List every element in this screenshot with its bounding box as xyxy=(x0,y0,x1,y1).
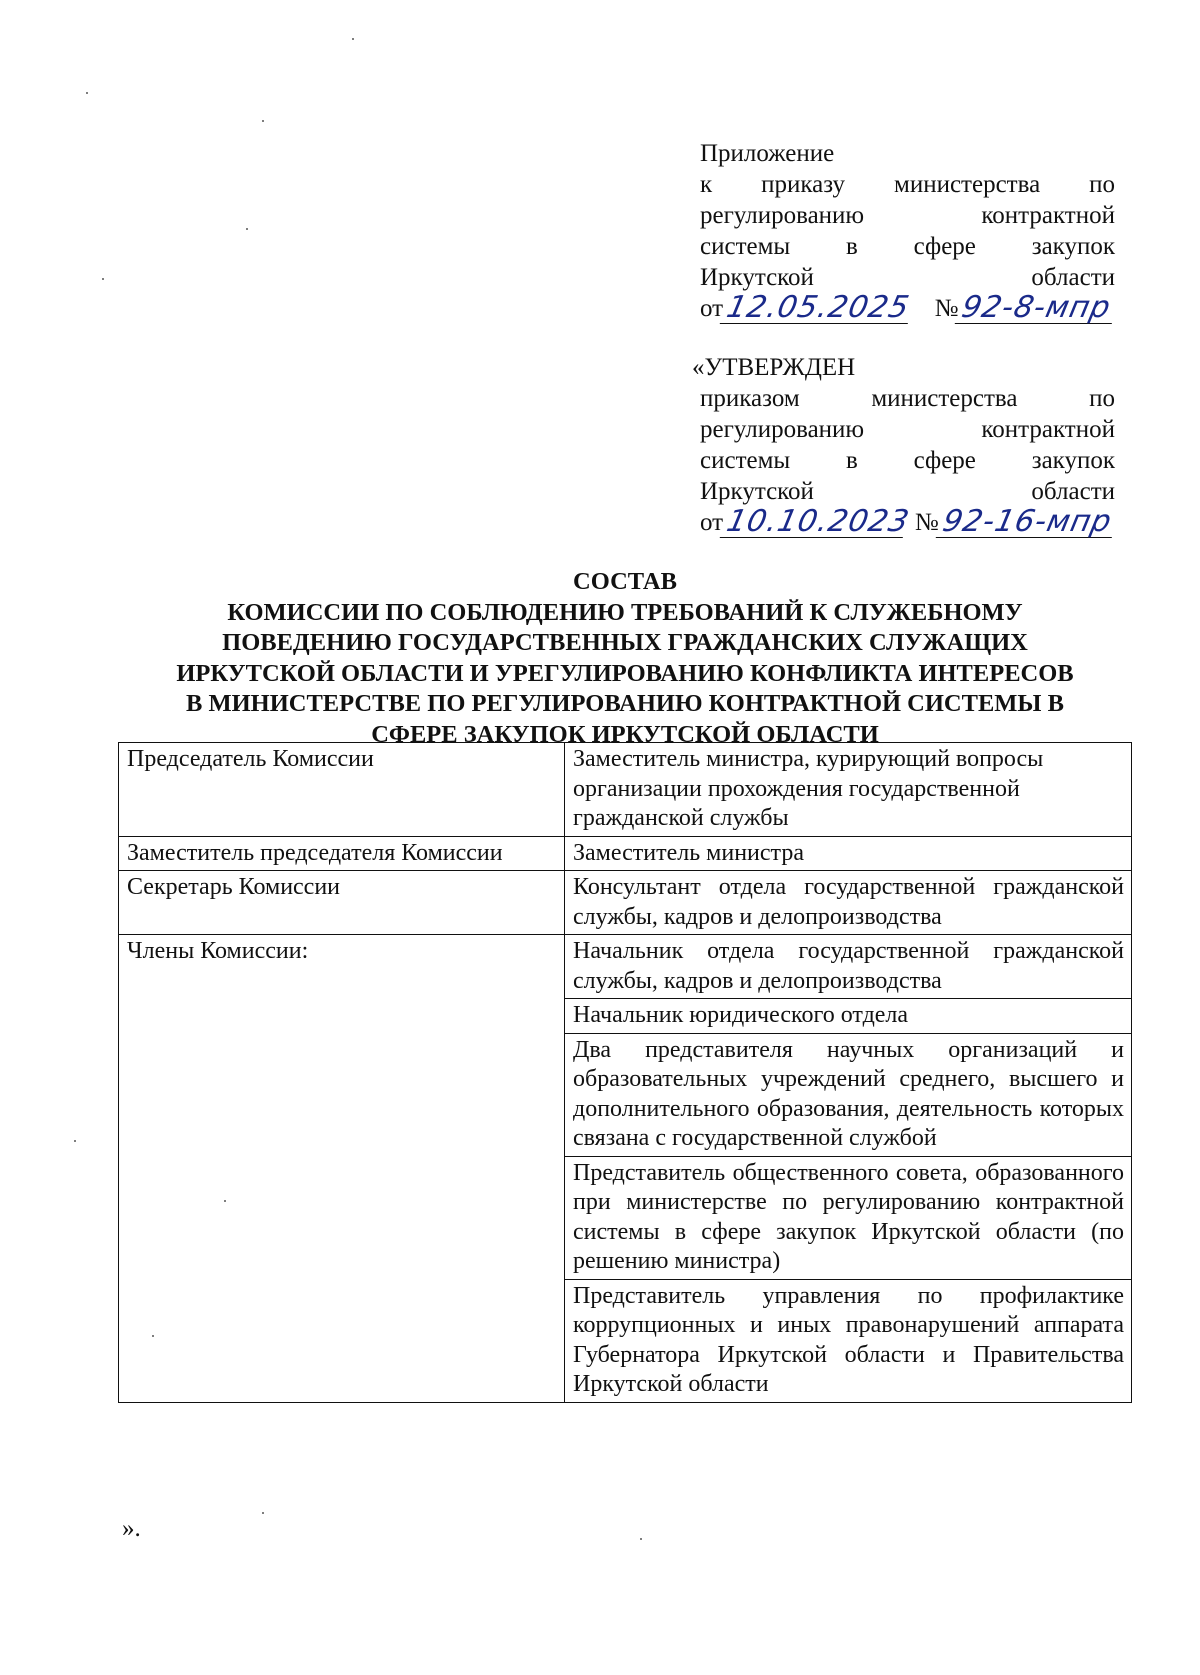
appendix-reference xyxy=(700,290,1115,325)
title-line: ИРКУТСКОЙ ОБЛАСТИ И УРЕГУЛИРОВАНИЮ КОНФЛИКТА ИНТЕРЕСОВ xyxy=(176,659,1074,687)
role-cell: Члены Комиссии: xyxy=(119,935,565,1403)
ref-number-label: № xyxy=(914,509,939,536)
approved-block xyxy=(692,352,1115,539)
member-item: Начальник юридического отдела xyxy=(565,998,1131,1033)
appendix-line: регулированию контрактной xyxy=(700,202,1115,229)
role-cell: Заместитель председателя Комиссии xyxy=(119,836,565,871)
table-row xyxy=(119,871,1132,935)
scan-speck xyxy=(246,228,248,230)
title-line: ПОВЕДЕНИЮ ГОСУДАРСТВЕННЫХ ГРАЖДАНСКИХ СЛУЖАЩИХ xyxy=(222,629,1028,656)
ref-prefix: от xyxy=(700,295,724,322)
position-cell: Заместитель министра, курирующий вопросы организации прохождения государственной гражданской службы xyxy=(565,743,1132,837)
position-cell: Консультант отдела государственной гражданской службы, кадров и делопроизводства xyxy=(565,871,1132,935)
table-row xyxy=(119,935,1132,1403)
scan-speck xyxy=(86,92,88,94)
appendix-line: к приказу министерства по xyxy=(700,171,1115,198)
scan-speck xyxy=(262,1512,264,1514)
approved-line: системы в сфере закупок xyxy=(700,447,1115,474)
approved-reference xyxy=(700,504,1115,539)
member-item: Представитель общественного совета, образованного при министерстве по регулированию контрактной системы в сфере закупок Иркутской области (по решению министра) xyxy=(565,1156,1131,1279)
member-item: Два представителя научных организаций и образовательных учреждений среднего, высшего и дополнительного образования, деятельность которых связана с государственной службой xyxy=(565,1033,1131,1156)
document-title xyxy=(110,567,1140,750)
member-item: Представитель управления по профилактике коррупционных и иных правонарушений аппарата Губернатора Иркутской области и Правительства Иркутской области xyxy=(565,1279,1131,1402)
scan-speck xyxy=(74,1140,76,1142)
handwritten-number: 92-16-мпр xyxy=(935,507,1118,538)
scan-speck xyxy=(102,278,104,280)
scan-speck xyxy=(262,120,264,122)
members-list xyxy=(565,935,1132,1403)
table-row xyxy=(119,836,1132,871)
role-cell: Председатель Комиссии xyxy=(119,743,565,837)
approved-line: регулированию контрактной xyxy=(700,416,1115,443)
title-line: КОМИССИИ ПО СОБЛЮДЕНИЮ ТРЕБОВАНИЙ К СЛУЖЕБНОМУ xyxy=(227,598,1023,626)
approved-line: приказом министерства по xyxy=(700,385,1115,412)
handwritten-date: 12.05.2025 xyxy=(720,293,915,324)
scan-speck xyxy=(640,1538,642,1540)
title-line: СОСТАВ xyxy=(573,568,677,595)
approved-line: Иркутской области xyxy=(700,478,1115,505)
ref-prefix: от xyxy=(700,509,724,536)
appendix-line: системы в сфере закупок xyxy=(700,233,1115,260)
role-cell: Секретарь Комиссии xyxy=(119,871,565,935)
position-cell: Заместитель министра xyxy=(565,836,1132,871)
appendix-block xyxy=(700,138,1115,324)
composition-table xyxy=(118,742,1132,1403)
appendix-line: Приложение xyxy=(700,140,835,167)
member-item: Начальник отдела государственной гражданской службы, кадров и делопроизводства xyxy=(573,938,1124,994)
title-line: В МИНИСТЕРСТВЕ ПО РЕГУЛИРОВАНИЮ КОНТРАКТНОЙ СИСТЕМЫ В xyxy=(186,690,1064,717)
closing-quote: ». xyxy=(122,1515,141,1542)
approved-line: «УТВЕРЖДЕН xyxy=(692,354,856,381)
scan-speck xyxy=(352,38,354,40)
table-row xyxy=(119,743,1132,837)
title-line: СФЕРЕ ЗАКУПОК ИРКУТСКОЙ ОБЛАСТИ xyxy=(371,720,879,748)
appendix-line: Иркутской области xyxy=(700,264,1115,291)
handwritten-number: 92-8-мпр xyxy=(955,293,1118,324)
handwritten-date: 10.10.2023 xyxy=(720,507,910,538)
ref-number-label: № xyxy=(934,295,959,322)
